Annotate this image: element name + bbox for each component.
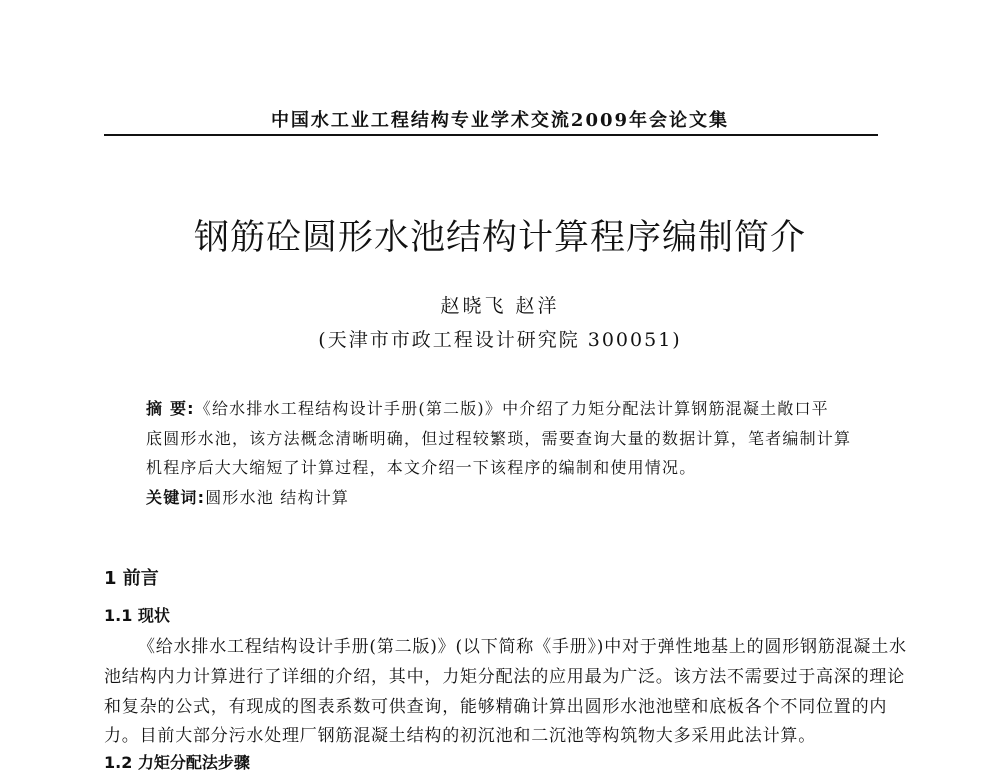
section-1-heading: 1 前言 (104, 568, 159, 589)
paper-authors: 赵晓飞 赵洋 (440, 295, 560, 317)
keywords-label: 关键词: (146, 488, 206, 507)
keywords-line (146, 485, 349, 508)
body-line-3: 和复杂的公式，有现成的图表系数可供查询，能够精确计算出圆形水池池壁和底板各个不同位置的内 (104, 697, 888, 717)
running-header: 中国水工业工程结构专业学术交流2009年会论文集 (270, 110, 730, 131)
body-line-2: 池结构内力计算进行了详细的介绍，其中，力矩分配法的应用最为广泛。该方法不需要过于高深的理论 (104, 667, 905, 687)
abstract-line-2: 底圆形水池，该方法概念清晰明确，但过程较繁琐，需要查询大量的数据计算，笔者编制计算 (146, 429, 852, 448)
header-rule (104, 134, 878, 136)
body-line-1: 《给水排水工程结构设计手册(第二版)》(以下简称《手册》)中对于弹性地基上的圆形钢筋混凝土水 (138, 637, 907, 657)
paper-title: 钢筋砼圆形水池结构计算程序编制简介 (193, 218, 806, 258)
paper-affiliation: (天津市市政工程设计研究院 300051) (318, 329, 682, 351)
abstract-line-3: 机程序后大大缩短了计算过程，本文介绍一下该程序的编制和使用情况。 (146, 458, 697, 477)
keywords-text: 圆形水池 结构计算 (205, 488, 350, 507)
abstract-label: 摘 要: (146, 399, 195, 418)
abstract-text-1: 《给水排水工程结构设计手册(第二版)》中介绍了力矩分配法计算钢筋混凝土敞口平 (194, 399, 829, 418)
subsection-1-2-heading: 1.2 力矩分配法步骤 (104, 753, 250, 772)
abstract-line-1 (146, 396, 829, 419)
subsection-1-1-heading: 1.1 现状 (104, 606, 170, 625)
body-line-4: 力。目前大部分污水处理厂钢筋混凝土结构的初沉池和二沉池等构筑物大多采用此法计算。 (104, 726, 816, 746)
